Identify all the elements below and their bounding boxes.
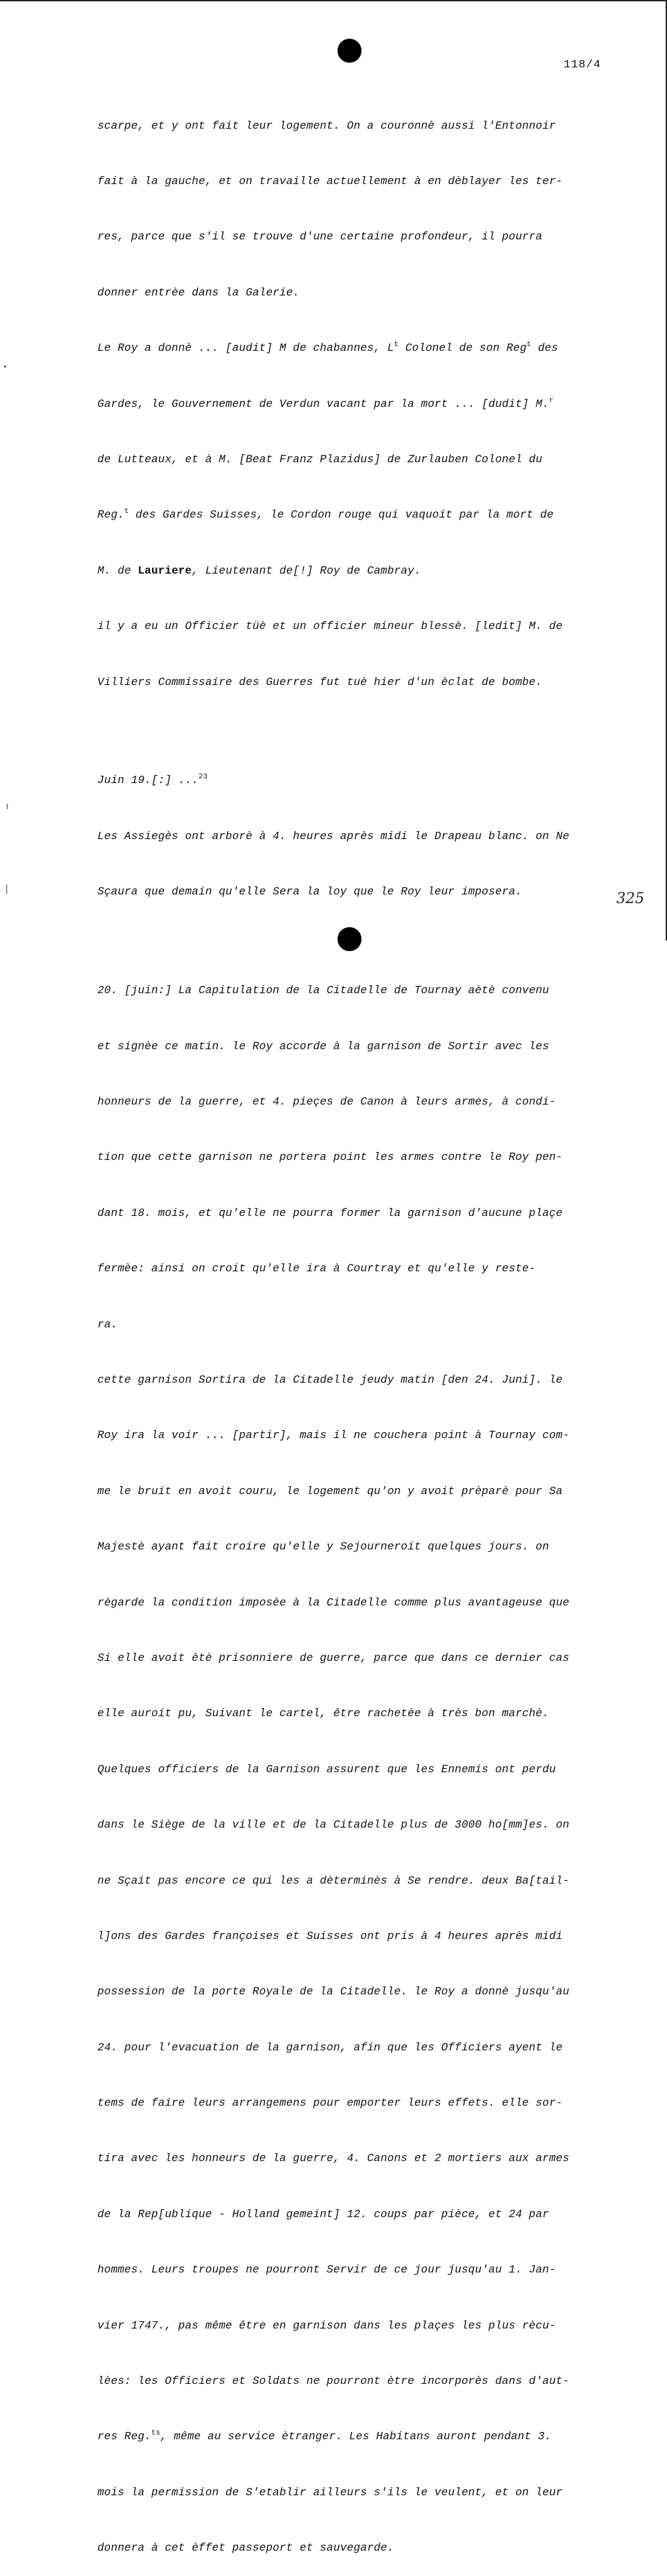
text-line bbox=[97, 562, 604, 580]
text-line: res, parce que s'il se trouve d'une certaine profondeur, il pourra bbox=[97, 230, 543, 243]
text-line: tems de faire leurs arrangemens pour emporter leurs effets. elle sor- bbox=[97, 2096, 563, 2110]
text-line: dant 18. mois, et qu'elle ne pourra former la garnison d'aucune plaçe bbox=[97, 1206, 563, 1219]
page-number: 118/4 bbox=[564, 59, 602, 71]
text-line: 20. [juin:] La Capitulation de la Citadelle de Tournay aètè convenu bbox=[97, 984, 550, 997]
text-run: Reg. bbox=[97, 508, 125, 522]
text-line: tira avec les honneurs de la guerre, 4. Canons et 2 mortiers aux armes bbox=[97, 2152, 570, 2165]
text-line: de Lutteaux, et à M. [Beat Franz Plazidus] de Zurlauben Colonel du bbox=[97, 452, 543, 466]
text-line: tion que cette garnison ne portera point les armes contre le Roy pen- bbox=[97, 1151, 563, 1164]
text-line: Les Assiegès ont arborè à 4. heures après midi le Drapeau blanc. on Ne bbox=[97, 829, 570, 842]
margin-speck bbox=[4, 366, 6, 368]
text-line: il y a eu un Officier tüè et un officier mineur blessè. [ledit] M. de bbox=[97, 620, 563, 633]
text-line: de la Rep[ublique - Holland gemeint] 12. coups par pièce, et 24 par bbox=[97, 2207, 550, 2220]
text-line: l]ons des Gardes françoises et Suisses ont pris à 4 heures après midi bbox=[97, 1929, 563, 1942]
margin-speck bbox=[7, 804, 8, 809]
text-line bbox=[97, 339, 604, 358]
text-line: donner entrèe dans la Galerie. bbox=[97, 285, 300, 299]
text-run: Le Roy a donnè ... [audit] M de chabannes, L bbox=[97, 342, 394, 355]
superscript: t bbox=[394, 341, 399, 350]
text-line bbox=[97, 506, 604, 524]
text-line: honneurs de la guerre, et 4. pieçes de Canon à leurs armes, à condi- bbox=[97, 1095, 556, 1109]
text-line: et signèe ce matin. le Roy accorde à la garnison de Sortir avec les bbox=[97, 1039, 550, 1053]
text-line: 24. pour l'evacuation de la garnison, afin que les Officiers ayent le bbox=[97, 2040, 563, 2054]
text-line: ra. bbox=[97, 1317, 118, 1331]
text-run: des bbox=[531, 342, 558, 355]
text-run: Colonel de son Reg bbox=[398, 342, 527, 355]
text-line bbox=[97, 395, 604, 414]
text-line: hommes. Leurs troupes ne pourront Servir de ce jour jusqu'au 1. Jan- bbox=[97, 2263, 556, 2277]
text-line: elle auroit pu, Suivant le cartel, être rachetèe à très bon marchè. bbox=[97, 1707, 550, 1720]
bold-name: Lauriere bbox=[137, 564, 192, 577]
handwritten-folio-number: 325 bbox=[616, 890, 644, 907]
text-line: vier 1747., pas même être en garnison dans les plaçes les plus rècu- bbox=[97, 2319, 556, 2332]
superscript: ts bbox=[151, 2429, 161, 2438]
text-run: , même au service ètranger. Les Habitans auront pendant 3. bbox=[160, 2430, 552, 2443]
text-line: règarde la condition imposèe à la Citadelle comme plus avantageuse que bbox=[97, 1595, 570, 1609]
superscript: t bbox=[124, 508, 129, 516]
superscript: t bbox=[526, 341, 532, 350]
text-line: Villiers Commissaire des Guerres fut tuè hier d'un èclat de bombe. bbox=[97, 675, 543, 688]
text-line: Sçaura que demain qu'elle Sera la loy que le Roy leur imposera. bbox=[97, 885, 522, 898]
text-line: scarpe, et y ont fait leur logement. On a couronnè aussi l'Entonnoir bbox=[97, 119, 556, 132]
text-run: des Gardes Suisses, le Cordon rouge qui vaquoit par la mort de bbox=[129, 508, 554, 522]
text-line: donnera à cet èffet passeport et sauvegarde. bbox=[97, 2541, 394, 2555]
superscript: r bbox=[549, 396, 554, 405]
text-run: , Lieutenant de[!] Roy de Cambray. bbox=[191, 564, 422, 577]
text-run: M. de bbox=[97, 564, 138, 577]
text-line: Majestè ayant fait croire qu'elle y Sejourneroit quelques jours. on bbox=[97, 1540, 550, 1553]
text-line bbox=[97, 2427, 604, 2446]
text-line: Quelques officiers de la Garnison assurent que les Ennemis ont perdu bbox=[97, 1762, 556, 1776]
text-line: dans le Siège de la ville et de la Citadelle plus de 3000 ho[mm]es. on bbox=[97, 1818, 570, 1832]
text-line: possession de la porte Royale de la Citadelle. le Roy a donnè jusqu'au bbox=[97, 1985, 570, 1998]
text-line: ne Sçait pas encore ce qui les a dèterminès à Se rendre. deux Ba[tail- bbox=[97, 1874, 570, 1887]
document-body bbox=[97, 79, 604, 2576]
text-line: fermèe: ainsi on croit qu'elle ira à Courtray et qu'elle y reste- bbox=[97, 1262, 536, 1275]
text-line: mois la permission de S'etablir ailleurs s'ils le veulent, et on leur bbox=[97, 2485, 563, 2499]
text-run: Gardes, le Gouvernement de Verdun vacant par la mort ... [dudit] M. bbox=[97, 397, 550, 410]
text-run: Juin 19.[:] ... bbox=[97, 774, 199, 787]
text-line: lèes: les Officiers et Soldats ne pourront ètre incorporès dans d'aut- bbox=[97, 2375, 570, 2388]
text-line: me le bruit en avoit couru, le logement qu'on y avoit prèparè pour Sa bbox=[97, 1484, 563, 1497]
text-run: res Reg. bbox=[97, 2430, 151, 2443]
text-line: cette garnison Sortira de la Citadelle jeudy matin [den 24. Juni]. le bbox=[97, 1373, 563, 1386]
footnote-marker: 23 bbox=[198, 773, 208, 782]
punch-hole-top bbox=[338, 39, 362, 63]
text-line bbox=[97, 771, 604, 790]
text-line: Roy ira la voir ... [partir], mais il ne couchera point à Tournay com- bbox=[97, 1429, 570, 1442]
text-line: Si elle avoit ètè prisonniere de guerre, parce que dans ce dernier cas bbox=[97, 1651, 570, 1664]
page-top-edge bbox=[0, 0, 667, 1]
margin-speck bbox=[6, 884, 7, 894]
text-line: fait à la gauche, et on travaille actuellement à en dèblayer les ter- bbox=[97, 174, 563, 187]
